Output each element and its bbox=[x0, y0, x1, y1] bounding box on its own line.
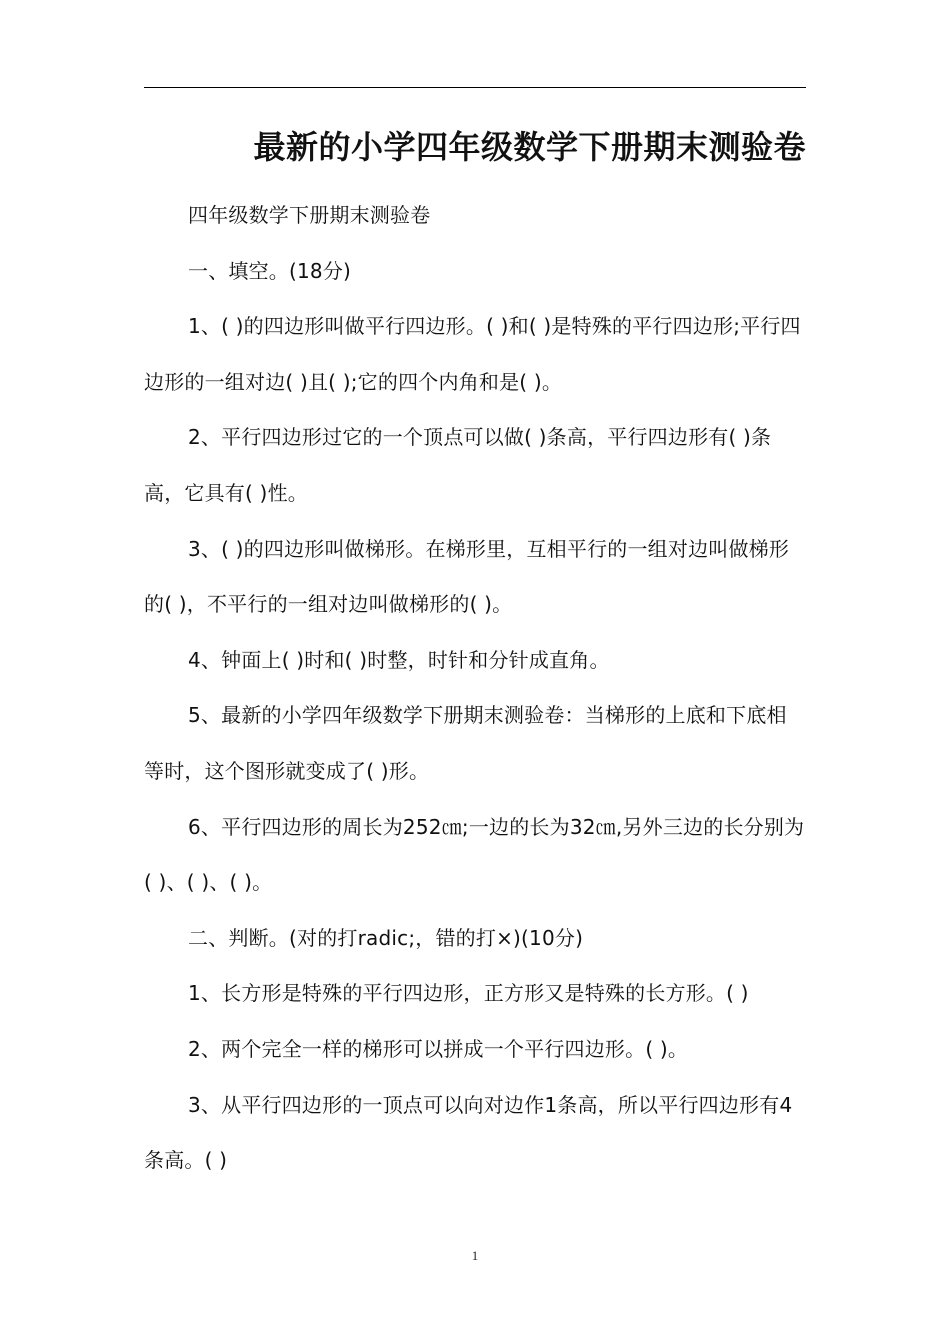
subtitle-paragraph: 四年级数学下册期末测验卷 bbox=[188, 203, 431, 227]
question-paragraph: 2、平行四边形过它的一个顶点可以做( )条高，平行四边形有( )条高，它具有( )性。 bbox=[144, 425, 772, 505]
header-rule bbox=[144, 87, 806, 88]
question-paragraph: 1、长方形是特殊的平行四边形，正方形又是特殊的长方形。( ) bbox=[188, 981, 749, 1006]
document-body bbox=[144, 188, 806, 1189]
question-paragraph: 1、( )的四边形叫做平行四边形。( )和( )是特殊的平行四边形;平行四边形的一组对边( )且( );它的四个内角和是( )。 bbox=[144, 314, 801, 394]
section-heading-true-false: 二、判断。(对的打radic;，错的打×)(10分) bbox=[188, 925, 584, 950]
document-title: 最新的小学四年级数学下册期末测验卷 bbox=[253, 128, 806, 166]
section-heading-fill-blank: 一、填空。(18分) bbox=[188, 258, 352, 283]
question-paragraph: 2、两个完全一样的梯形可以拼成一个平行四边形。( )。 bbox=[188, 1036, 689, 1061]
question-paragraph: 4、钟面上( )时和( )时整，时针和分针成直角。 bbox=[188, 647, 610, 672]
question-paragraph: 5、最新的小学四年级数学下册期末测验卷：当梯形的上底和下底相等时，这个图形就变成了( )形。 bbox=[144, 703, 787, 783]
question-paragraph: 3、从平行四边形的一顶点可以向对边作1条高，所以平行四边形有4条高。( ) bbox=[144, 1092, 793, 1173]
question-paragraph: 6、平行四边形的周长为252㎝;一边的长为32㎝,另外三边的长分别为( )、( )、( )。 bbox=[144, 814, 805, 895]
question-paragraph: 3、( )的四边形叫做梯形。在梯形里，互相平行的一组对边叫做梯形的( )，不平行的一组对边叫做梯形的( )。 bbox=[144, 536, 790, 617]
page-number: 1 bbox=[471, 1248, 479, 1263]
